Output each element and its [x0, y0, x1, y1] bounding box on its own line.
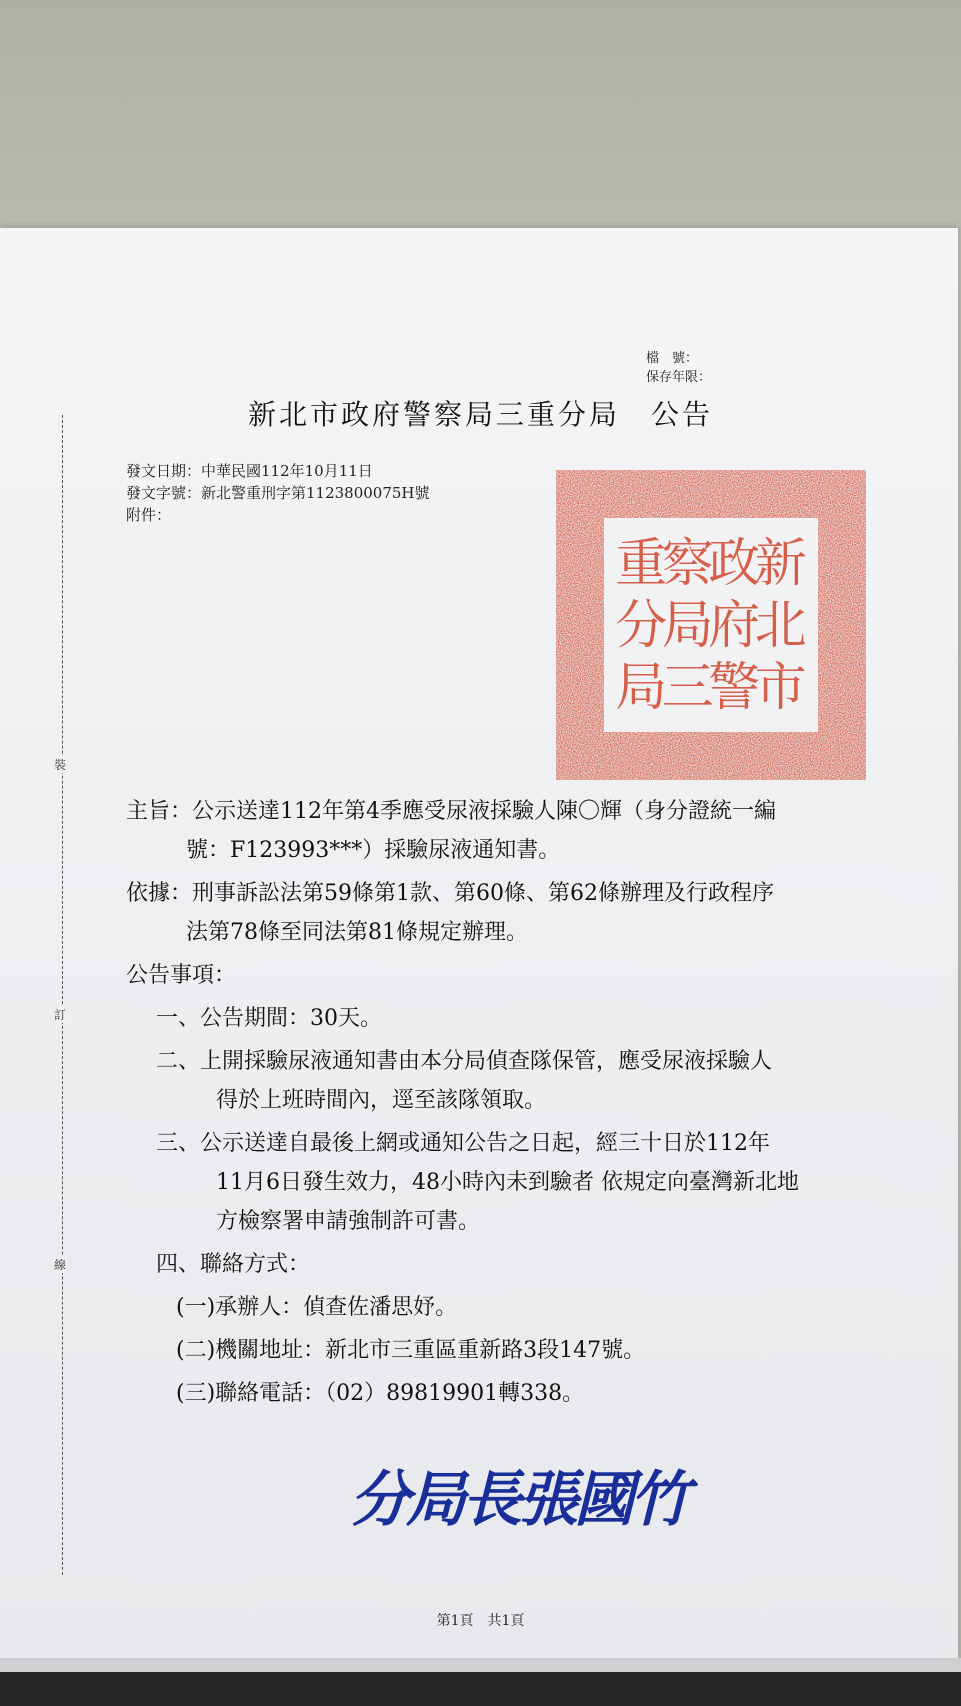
basis-section [126, 874, 906, 913]
document-meta [126, 460, 430, 526]
contact-person: (一)承辦人：偵查佐潘思妤。 [176, 1295, 458, 1320]
seal-char: 分 [615, 596, 668, 656]
basis-line-2: 法第78條至同法第81條規定辦理。 [186, 920, 528, 945]
basis-label: 依據： [126, 881, 193, 906]
notice-item-4: 四、聯絡方式： [156, 1252, 311, 1277]
attachment: 附件： [126, 506, 172, 524]
binding-char-1: 裝 [54, 758, 67, 772]
contact-address: (二)機關地址：新北市三重區重新路3段147號。 [176, 1338, 646, 1363]
desk-edge [0, 1672, 961, 1706]
subject-line-2: 號：F123993***）採驗尿液通知書。 [186, 838, 561, 863]
retention-period: 保存年限： [646, 370, 712, 385]
document-number: 發文字號：新北警重刑字第1123800075H號 [126, 484, 430, 502]
notice-item-3-line-2: 11月6日發生效力，48小時內未到驗者 依規定向臺灣新北地 [216, 1170, 799, 1195]
seal-char: 三 [661, 658, 714, 718]
contact-phone: (三)聯絡電話：（02）89819901轉338。 [176, 1381, 585, 1406]
document-body [126, 792, 906, 1417]
page-number: 第1頁 共1頁 [436, 1613, 525, 1629]
seal-char: 重 [615, 534, 668, 594]
file-meta [646, 349, 711, 387]
seal-char: 市 [754, 658, 807, 718]
binding-char-2: 訂 [54, 1008, 67, 1022]
seal-char: 察 [661, 534, 714, 594]
binding-char-3: 線 [54, 1258, 67, 1272]
subject-section [126, 792, 906, 831]
seal-char: 局 [661, 596, 714, 656]
notice-item-1: 一、公告期間：30天。 [156, 1006, 382, 1031]
seal-char: 府 [708, 596, 761, 656]
notice-item-3-line-1: 三、公示送達自最後上網或通知公告之日起，經三十日於112年 [156, 1131, 770, 1156]
subject-label: 主旨： [126, 799, 193, 824]
seal-char: 局 [615, 658, 668, 718]
under-paper [0, 1658, 961, 1672]
binding-line [62, 415, 63, 1575]
notice-header: 公告事項： [126, 963, 237, 988]
notice-item-2-line-2: 得於上班時間內，逕至該隊領取。 [216, 1088, 547, 1113]
seal-char: 政 [708, 534, 761, 594]
subject-line-1: 公示送達112年第4季應受尿液採驗人陳〇輝（身分證統一編 [192, 799, 777, 824]
official-seal [556, 470, 866, 780]
page-title: 新北市政府警察局三重分局 公告 [247, 398, 713, 431]
issue-date: 發文日期：中華民國112年10月11日 [126, 462, 373, 480]
basis-line-1: 刑事訴訟法第59條第1款、第60條、第62條辦理及行政程序 [192, 881, 774, 906]
svg-text:分局長張國竹: 分局長張國竹 [350, 1465, 686, 1535]
seal-char: 警 [708, 658, 761, 718]
seal-char: 北 [754, 596, 807, 656]
notice-item-2-line-1: 二、上開採驗尿液通知書由本分局偵查隊保管，應受尿液採驗人 [156, 1049, 773, 1074]
director-signature [340, 1435, 700, 1555]
notice-item-3-line-3: 方檢察署申請強制許可書。 [216, 1209, 481, 1234]
file-number: 檔 號： [646, 351, 699, 366]
seal-char: 新 [754, 534, 807, 594]
